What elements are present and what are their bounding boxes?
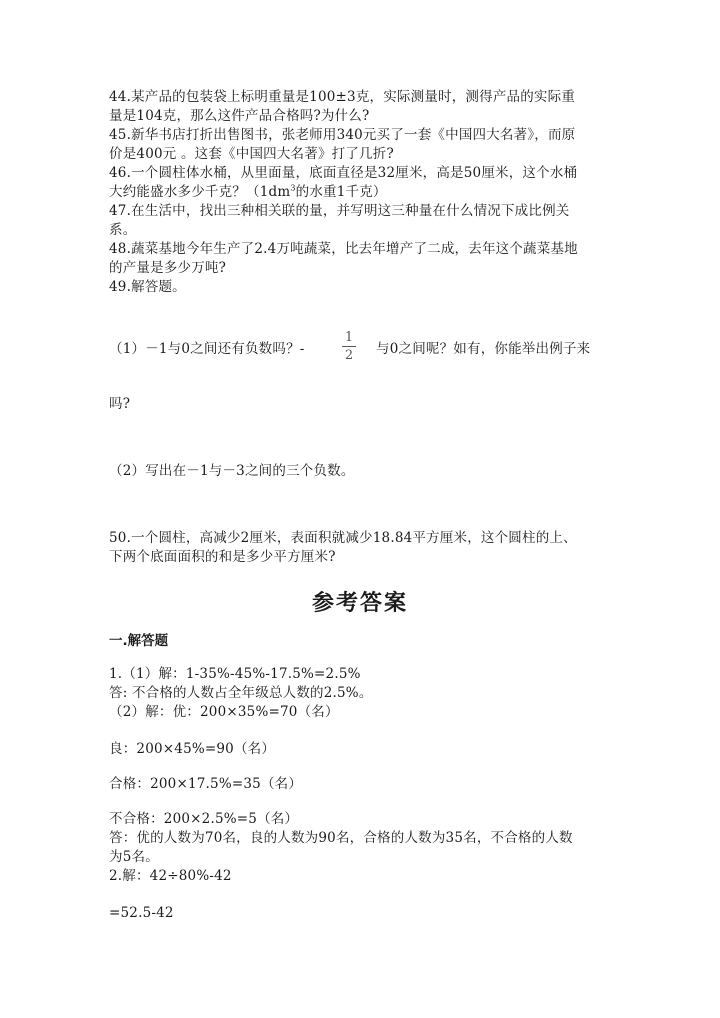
answers-title: 参考答案 <box>311 590 408 616</box>
question-48-line-1: 48.蔬菜基地今年生产了2.4万吨蔬菜，比去年增产了二成，去年这个蔬菜基地 <box>109 241 578 257</box>
answer-2-line-1: 2.解：42÷80%-42 <box>109 868 232 884</box>
question-45-line-2: 价是400元 。这套《中国四大名著》打了几折? <box>109 146 394 162</box>
question-46-text-b: 的水重1千克） <box>295 184 387 200</box>
answer-1-line-8: 为5名。 <box>109 849 159 865</box>
question-46-text-a: 大约能盛水多少千克？（1dm <box>109 184 291 200</box>
answer-1-line-3: （2）解：优：200×35%=70（名） <box>109 704 339 720</box>
question-49-part-1-a: （1）－1与0之间还有负数吗？- <box>109 341 305 357</box>
answer-1-line-4: 良：200×45%=90（名） <box>109 741 276 757</box>
question-49-part-1-b: 与0之间呢？如有，你能举出例子来 <box>376 341 591 357</box>
question-50-line-2: 下两个底面面积的和是多少平方厘米? <box>109 549 336 565</box>
fraction-numerator: 1 <box>344 330 354 345</box>
question-47-line-1: 47.在生活中，找出三种相关联的量，并写明这三种量在什么情况下成比例关 <box>109 203 570 219</box>
question-46-line-2 <box>109 183 387 202</box>
question-45-line-1: 45.新华书店打折出售图书，张老师用340元买了一套《中国四大名著》，而原 <box>109 127 576 143</box>
question-49-part-2: （2）写出在－1与－3之间的三个负数。 <box>109 463 355 479</box>
question-44-line-2: 量是104克，那么这件产品合格吗?为什么? <box>109 108 370 124</box>
question-49-part-1-c: 吗? <box>109 396 131 412</box>
question-50-line-1: 50.一个圆柱，高减少2厘米，表面积就减少18.84平方厘米，这个圆柱的上、 <box>109 530 577 546</box>
cubic-superscript: 3 <box>290 183 296 193</box>
answer-1-line-5: 合格：200×17.5%=35（名） <box>109 776 303 792</box>
question-49: 49.解答题。 <box>109 279 186 295</box>
section-heading: 一.解答题 <box>109 633 169 649</box>
question-48-line-2: 的产量是多少万吨? <box>109 260 227 276</box>
question-46-line-1: 46.一个圆柱体水桶，从里面量，底面直径是32厘米，高是50厘米，这个水桶 <box>109 165 578 181</box>
question-47-line-2: 系。 <box>109 222 137 238</box>
answer-1-line-7: 答：优的人数为70名，良的人数为90名，合格的人数为35名，不合格的人数 <box>109 830 573 846</box>
fraction-bar <box>342 346 356 347</box>
fraction-one-half <box>342 330 356 363</box>
answer-2-line-2: =52.5-42 <box>109 905 174 921</box>
fraction-denominator: 2 <box>344 348 354 363</box>
answer-1-line-1: 1.（1）解：1-35%-45%-17.5%=2.5% <box>109 666 361 682</box>
question-44-line-1: 44.某产品的包装袋上标明重量是100±3克，实际测量时，测得产品的实际重 <box>109 89 576 105</box>
answer-1-line-6: 不合格：200×2.5%=5（名） <box>109 811 299 827</box>
answer-1-line-2: 答: 不合格的人数占全年级总人数的2.5%。 <box>109 685 373 701</box>
